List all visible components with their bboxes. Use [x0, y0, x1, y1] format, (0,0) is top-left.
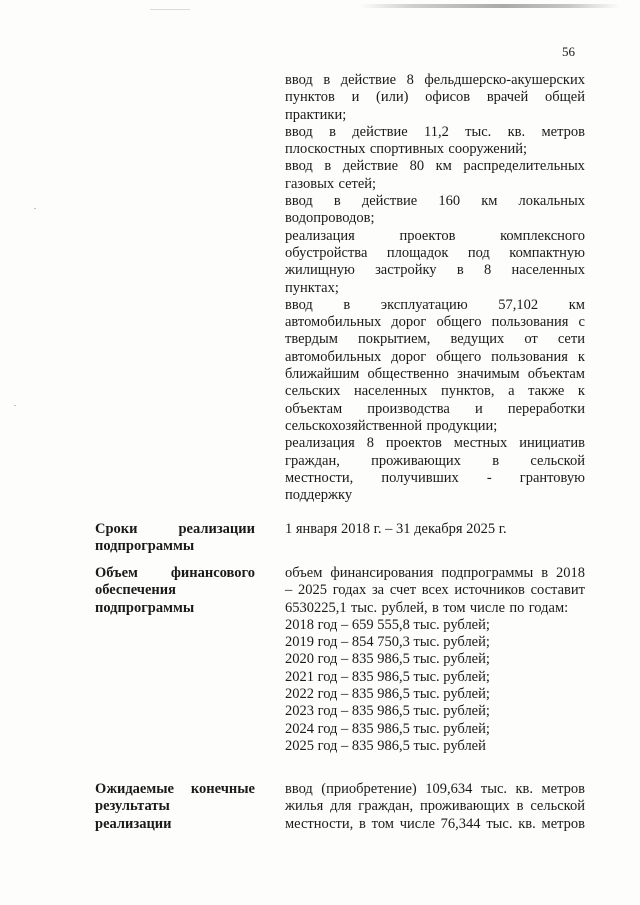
text-line: подпрограммы — [95, 599, 195, 616]
text-line: обустройства площадок под компактную — [285, 244, 585, 261]
funding-year-line: 2019 год – 854 750,3 тыс. рублей; — [285, 634, 490, 651]
text-line: Сроки реализации — [95, 521, 255, 537]
expected-results-list — [285, 72, 585, 504]
timeline-label — [95, 521, 255, 556]
text-line: газовых сетей; — [285, 175, 377, 192]
timeline-value — [285, 521, 585, 538]
text-line: Объем финансового — [95, 565, 255, 581]
text-line: пунктов и (или) офисов врачей общей — [285, 89, 585, 106]
text-line: жилищную застройку в 8 населенных — [285, 262, 585, 279]
text-line: обеспечения — [95, 582, 176, 599]
funding-year-line: 2020 год – 835 986,5 тыс. рублей; — [285, 651, 490, 668]
funding-year-line: 2024 год – 835 986,5 тыс. рублей; — [285, 720, 490, 737]
funding-label — [95, 565, 255, 617]
funding-value — [285, 565, 585, 755]
text-line: ввод в действие 11,2 тыс. кв. метров — [285, 123, 585, 140]
text-line: твердым покрытием, ведущих от сети — [285, 331, 585, 348]
text-line: местности, в том числе 76,344 тыс. кв. метров — [285, 815, 585, 832]
text-line: объем финансирования подпрограммы в 2018 — [285, 565, 585, 581]
text-line: граждан, проживающих в сельской — [285, 452, 585, 469]
page-number: 56 — [562, 44, 575, 59]
text-line: автомобильных дорог общего пользования к — [285, 348, 585, 365]
text-line: объектам производства и переработки — [285, 400, 585, 417]
funding-year-line: 2023 год – 835 986,5 тыс. рублей; — [285, 703, 490, 720]
text-line: 6530225,1 тыс. рублей, в том числе по годам: — [285, 599, 569, 616]
text-line: ввод в действие 160 км локальных — [285, 193, 585, 210]
text-line: реализации — [95, 815, 172, 832]
funding-year-line: 2018 год – 659 555,8 тыс. рублей; — [285, 616, 490, 633]
funding-year-line: 2025 год – 835 986,5 тыс. рублей — [285, 737, 486, 754]
funding-year-line: 2021 год – 835 986,5 тыс. рублей; — [285, 668, 490, 685]
text-line: жилья для граждан, проживающих в сельской — [285, 798, 585, 815]
text-line: поддержку — [285, 487, 353, 504]
text-line: результаты — [95, 798, 170, 815]
text-line: ближайшим общественно значимым объектам — [285, 366, 585, 383]
timeline-text: 1 января 2018 г. – 31 декабря 2025 г. — [285, 521, 507, 537]
text-line: пунктах; — [285, 279, 339, 296]
text-line: местности, получивших - грантовую — [285, 469, 585, 486]
text-line: реализация 8 проектов местных инициатив — [285, 435, 585, 452]
text-line: сельских населенных пунктов, а также к — [285, 383, 585, 400]
results-value — [285, 781, 585, 833]
text-line: плоскостных спортивных сооружений; — [285, 141, 528, 158]
text-line: подпрограммы — [95, 538, 195, 555]
text-line: водопроводов; — [285, 210, 375, 227]
scan-artifact — [14, 405, 16, 406]
funding-year-line: 2022 год – 835 986,5 тыс. рублей; — [285, 686, 490, 703]
results-label — [95, 781, 255, 833]
text-line: ввод в действие 80 км распределительных — [285, 158, 585, 175]
scan-artifact — [34, 208, 36, 209]
text-line: практики; — [285, 106, 347, 123]
text-line: Ожидаемые конечные — [95, 781, 255, 797]
text-line: ввод в действие 8 фельдшерско-акушерских — [285, 72, 585, 88]
text-line: – 2025 годах за счет всех источников составит — [285, 582, 585, 599]
scan-artifact — [150, 9, 190, 10]
text-line: сельскохозяйственной продукции; — [285, 417, 498, 434]
scan-artifact — [360, 4, 620, 8]
text-line: ввод в эксплуатацию 57,102 км — [285, 296, 585, 313]
text-line: ввод (приобретение) 109,634 тыс. кв. метров — [285, 781, 585, 797]
text-line: автомобильных дорог общего пользования с — [285, 314, 585, 331]
text-line: реализация проектов комплексного — [285, 227, 585, 244]
